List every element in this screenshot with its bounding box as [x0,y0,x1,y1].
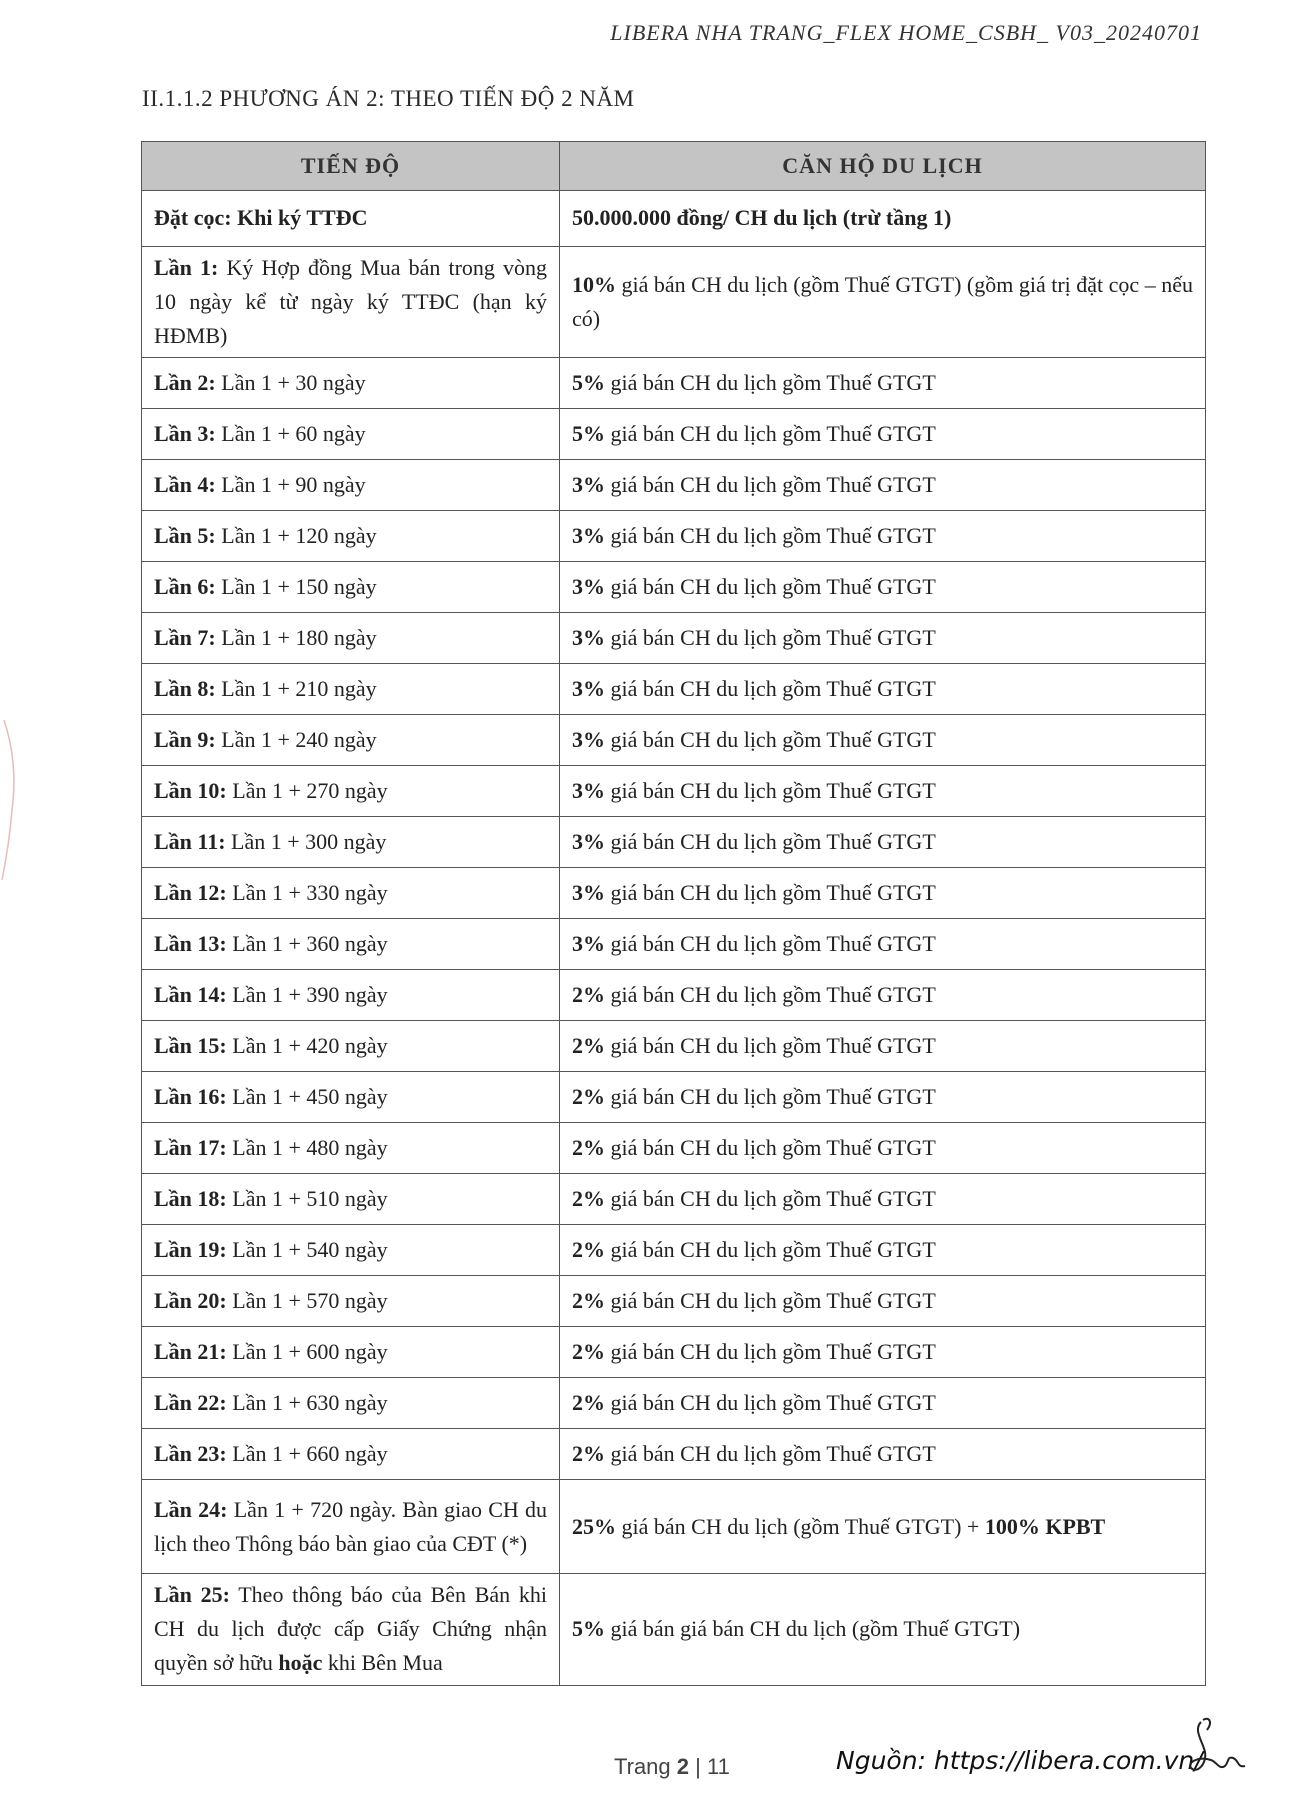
installment-label: Lần 14: [154,982,227,1008]
installment-timing: Lần 1 + 390 ngày [232,982,388,1008]
installment-percent: 2% [572,1288,605,1314]
schedule-row [142,1225,1206,1276]
installment-amount [560,1480,1206,1574]
installment-timing: Lần 1 + 330 ngày [232,880,388,906]
installment-timing: Lần 1 + 150 ngày [221,574,377,600]
installment-description: giá bán giá bán CH du lịch (gồm Thuế GTGT) [610,1616,1021,1642]
schedule-row [142,247,1206,358]
installment-timing: Lần 1 + 600 ngày [232,1339,388,1365]
installment-amount [560,1327,1206,1378]
header-apartment: CĂN HỘ DU LỊCH [560,142,1206,191]
schedule-row [142,1072,1206,1123]
installment-description: giá bán CH du lịch (gồm Thuế GTGT) + [621,1513,980,1539]
installment-percent: 2% [572,1441,605,1467]
installment-percent: 2% [572,1084,605,1110]
schedule-row [142,1378,1206,1429]
installment-description: giá bán CH du lịch gồm Thuế GTGT [610,1186,936,1212]
installment-timing: Lần 1 + 240 ngày [221,727,377,753]
installment-amount [560,1429,1206,1480]
installment-amount [560,358,1206,409]
installment-percent: 2% [572,1135,605,1161]
schedule-row [142,1429,1206,1480]
installment-description: giá bán CH du lịch gồm Thuế GTGT [610,523,936,549]
installment-percent: 3% [572,472,605,498]
schedule-row [142,511,1206,562]
installment-amount [560,817,1206,868]
installment-percent: 2% [572,1033,605,1059]
installment-percent: 2% [572,1339,605,1365]
installment-description: giá bán CH du lịch gồm Thuế GTGT [610,829,936,855]
installment-percent: 3% [572,931,605,957]
installment-amount [560,1574,1206,1685]
installment-amount [560,664,1206,715]
schedule-row [142,1174,1206,1225]
schedule-row [142,919,1206,970]
installment-label: Lần 21: [154,1339,227,1365]
installment-description: giá bán CH du lịch gồm Thuế GTGT [610,880,936,906]
installment-timing: Lần 1 + 720 ngày. Bàn giao CH du lịch theo Thông báo bàn giao của CĐT (*) [154,1496,547,1556]
installment-label: Lần 22: [154,1390,227,1416]
installment-timing: Lần 1 + 630 ngày [232,1390,388,1416]
installment-term [142,868,560,919]
installment-timing: Lần 1 + 360 ngày [232,931,388,957]
installment-term [142,358,560,409]
installment-label: Lần 13: [154,931,227,957]
installment-label: Lần 10: [154,778,227,804]
installment-timing: Lần 1 + 420 ngày [232,1033,388,1059]
installment-label: Lần 16: [154,1084,227,1110]
installment-percent: 3% [572,880,605,906]
installment-percent: 2% [572,1390,605,1416]
installment-description: giá bán CH du lịch gồm Thuế GTGT [610,472,936,498]
installment-term [142,1480,560,1574]
installment-description: giá bán CH du lịch gồm Thuế GTGT [610,370,936,396]
installment-description: giá bán CH du lịch gồm Thuế GTGT [610,421,936,447]
installment-percent: 3% [572,625,605,651]
installment-timing: Lần 1 + 60 ngày [221,421,366,447]
schedule-row [142,766,1206,817]
installment-term [142,247,560,358]
installment-term [142,1429,560,1480]
schedule-row [142,562,1206,613]
schedule-row [142,1021,1206,1072]
schedule-row [142,1480,1206,1574]
installment-amount [560,1072,1206,1123]
installment-percent: 5% [572,370,605,396]
installment-amount [560,766,1206,817]
installment-description: giá bán CH du lịch gồm Thuế GTGT [610,778,936,804]
installment-term [142,1174,560,1225]
installment-amount [560,1021,1206,1072]
installment-description: giá bán CH du lịch gồm Thuế GTGT [610,625,936,651]
installment-amount [560,613,1206,664]
installment-term [142,562,560,613]
source-credit: Nguồn: https://libera.com.vn/ [836,1746,1203,1775]
installment-term [142,919,560,970]
installment-term [142,613,560,664]
installment-term [142,1327,560,1378]
installment-amount [560,1378,1206,1429]
installment-percent: 5% [572,1616,605,1642]
page-number [614,1754,730,1780]
installment-timing: Lần 1 + 300 ngày [231,829,387,855]
installment-label: Lần 9: [154,727,216,753]
installment-description: giá bán CH du lịch gồm Thuế GTGT [610,982,936,1008]
installment-label: Lần 8: [154,676,216,702]
installment-term [142,766,560,817]
installment-amount [560,247,1206,358]
page-total: 11 [707,1754,730,1779]
installment-label: Lần 11: [154,829,226,855]
schedule-row [142,1574,1206,1685]
installment-label: Lần 18: [154,1186,227,1212]
installment-term [142,1225,560,1276]
installment-percent: 3% [572,676,605,702]
schedule-row [142,613,1206,664]
installment-percent: 2% [572,1237,605,1263]
installment-term [142,511,560,562]
installment-amount [560,715,1206,766]
installment-term [142,817,560,868]
installment-label: Lần 19: [154,1237,227,1263]
schedule-row [142,460,1206,511]
installment-timing: Lần 1 + 90 ngày [221,472,366,498]
schedule-row [142,970,1206,1021]
installment-timing: Lần 1 + 480 ngày [232,1135,388,1161]
deposit-label: Đặt cọc: Khi ký TTĐC [142,191,560,247]
installment-description: giá bán CH du lịch gồm Thuế GTGT [610,1084,936,1110]
installment-timing: Lần 1 + 210 ngày [221,676,377,702]
installment-label: Lần 15: [154,1033,227,1059]
installment-percent: 5% [572,421,605,447]
installment-timing: Theo thông báo của Bên Bán khi CH du lịch được cấp Giấy Chứng nhận quyền sở hữu [154,1582,547,1676]
installment-timing: Lần 1 + 180 ngày [221,625,377,651]
installment-label: Lần 4: [154,472,216,498]
installment-timing-continued: khi Bên Mua [327,1650,443,1676]
document-code: LIBERA NHA TRANG_FLEX HOME_CSBH_ V03_20240701 [610,20,1202,45]
installment-amount [560,1225,1206,1276]
installment-timing-emphasis: hoặc [278,1650,323,1676]
installment-term [142,1021,560,1072]
installment-description: giá bán CH du lịch gồm Thuế GTGT [610,1288,936,1314]
installment-label: Lần 2: [154,370,216,396]
schedule-row [142,868,1206,919]
schedule-row [142,1327,1206,1378]
installment-label: Lần 17: [154,1135,227,1161]
schedule-row [142,358,1206,409]
installment-term [142,1123,560,1174]
installment-term [142,1574,560,1685]
installment-timing: Lần 1 + 120 ngày [221,523,377,549]
installment-term [142,1276,560,1327]
installment-term [142,970,560,1021]
schedule-row [142,664,1206,715]
installment-amount [560,460,1206,511]
installment-description: giá bán CH du lịch gồm Thuế GTGT [610,1441,936,1467]
installment-percent: 3% [572,523,605,549]
schedule-row [142,409,1206,460]
installment-timing: Lần 1 + 660 ngày [232,1441,388,1467]
installment-label: Lần 1: [154,255,219,280]
installment-percent: 3% [572,727,605,753]
installment-label: Lần 6: [154,574,216,600]
payment-schedule-table [141,141,1206,1686]
installment-term [142,664,560,715]
installment-description: giá bán CH du lịch gồm Thuế GTGT [610,676,936,702]
installment-percent: 25% [572,1513,616,1539]
page-prefix: Trang [614,1754,671,1779]
installment-timing: Lần 1 + 570 ngày [232,1288,388,1314]
deposit-value: 50.000.000 đồng/ CH du lịch (trừ tầng 1) [560,191,1206,247]
installment-percent: 2% [572,982,605,1008]
signature-icon [1183,1712,1253,1782]
installment-amount [560,511,1206,562]
deposit-row [142,191,1206,247]
installment-timing: Ký Hợp đồng Mua bán trong vòng 10 ngày kể từ ngày ký TTĐC (hạn ký HĐMB) [154,255,547,349]
installment-percent: 3% [572,778,605,804]
header-schedule: TIẾN ĐỘ [142,142,560,191]
installment-label: Lần 23: [154,1441,227,1467]
installment-term [142,1378,560,1429]
installment-label: Lần 24: [154,1496,228,1522]
installment-timing: Lần 1 + 270 ngày [232,778,388,804]
schedule-row [142,1123,1206,1174]
installment-amount [560,970,1206,1021]
installment-amount [560,919,1206,970]
installment-description: giá bán CH du lịch gồm Thuế GTGT [610,574,936,600]
stamp-edge-icon [0,720,22,880]
installment-label: Lần 7: [154,625,216,651]
installment-timing: Lần 1 + 30 ngày [221,370,366,396]
installment-percent: 2% [572,1186,605,1212]
installment-description: giá bán CH du lịch gồm Thuế GTGT [610,1033,936,1059]
installment-percent: 3% [572,829,605,855]
installment-timing: Lần 1 + 450 ngày [232,1084,388,1110]
installment-amount [560,1174,1206,1225]
installment-timing: Lần 1 + 510 ngày [232,1186,388,1212]
schedule-row [142,1276,1206,1327]
installment-amount [560,868,1206,919]
section-title: II.1.1.2 PHƯƠNG ÁN 2: THEO TIẾN ĐỘ 2 NĂM [142,86,635,111]
installment-timing: Lần 1 + 540 ngày [232,1237,388,1263]
installment-label: Lần 20: [154,1288,227,1314]
installment-term [142,1072,560,1123]
installment-description: giá bán CH du lịch gồm Thuế GTGT [610,1237,936,1263]
installment-description: giá bán CH du lịch gồm Thuế GTGT [610,1135,936,1161]
installment-description: giá bán CH du lịch gồm Thuế GTGT [610,1390,936,1416]
installment-label: Lần 3: [154,421,216,447]
installment-description: giá bán CH du lịch (gồm Thuế GTGT) (gồm giá trị đặt cọc – nếu có) [572,272,1193,332]
page-separator: | [695,1754,701,1779]
installment-description: giá bán CH du lịch gồm Thuế GTGT [610,727,936,753]
schedule-row [142,817,1206,868]
installment-label: Lần 25: [154,1582,230,1608]
installment-description: giá bán CH du lịch gồm Thuế GTGT [610,931,936,957]
page-current: 2 [676,1754,690,1779]
installment-amount [560,1276,1206,1327]
installment-amount [560,1123,1206,1174]
installment-label: Lần 12: [154,880,227,906]
installment-label: Lần 5: [154,523,216,549]
installment-amount [560,562,1206,613]
installment-percent: 10% [572,272,616,298]
installment-term [142,409,560,460]
installment-term [142,715,560,766]
schedule-row [142,715,1206,766]
installment-amount [560,409,1206,460]
installment-description: giá bán CH du lịch gồm Thuế GTGT [610,1339,936,1365]
table-header-row [142,142,1206,191]
installment-percent: 3% [572,574,605,600]
installment-extra: 100% KPBT [984,1513,1106,1539]
installment-term [142,460,560,511]
